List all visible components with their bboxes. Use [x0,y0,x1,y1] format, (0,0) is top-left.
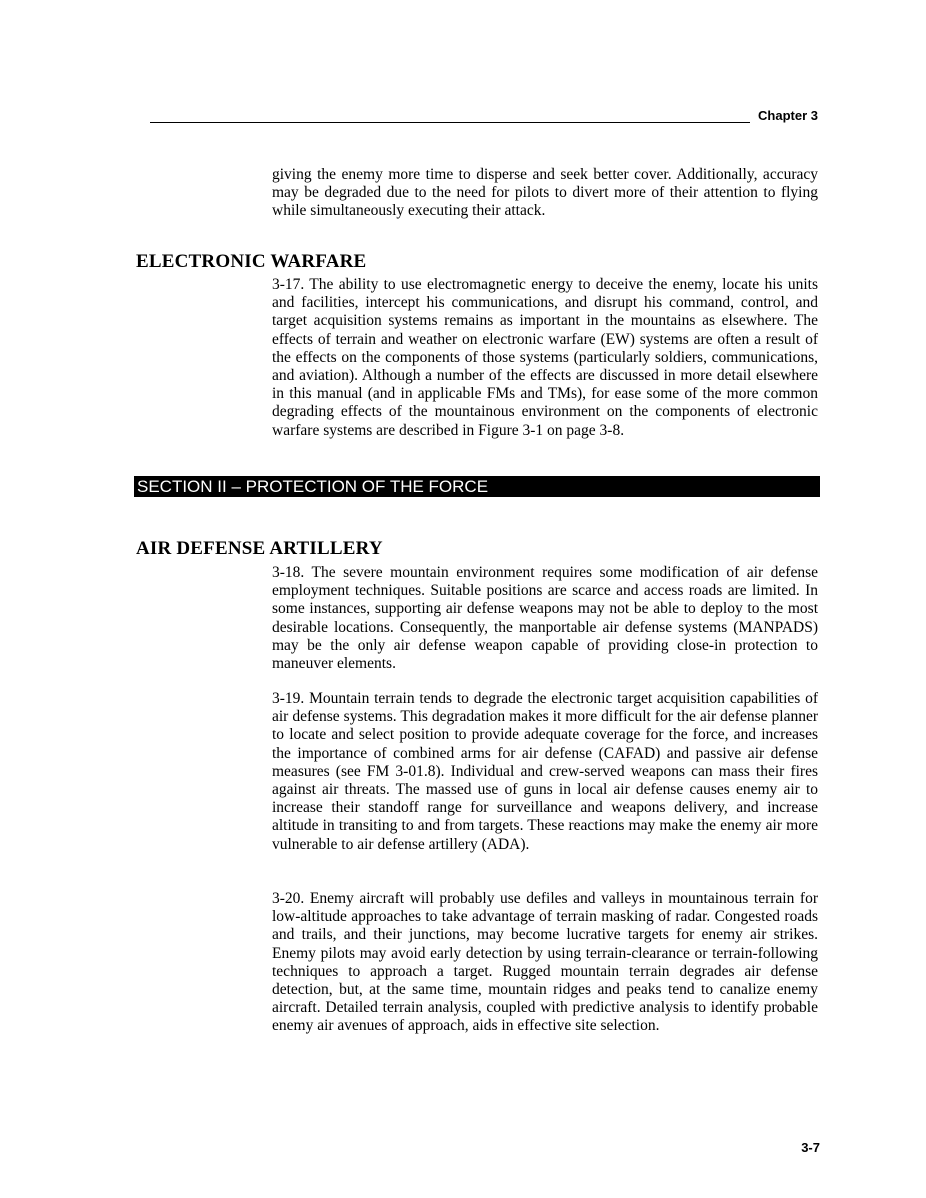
paragraph-3-18: 3-18. The severe mountain environment requires some modification of air defense employment techniques. Suitable positions are scarce and access roads are limited. In some instances, supporting air defense weapons may not be able to deploy to the most desirable locations. Consequently, the manportable air defense systems (MANPADS) may be the only air defense weapon capable of providing close-in protection to maneuver elements. [272,564,818,673]
header-rule [150,122,750,123]
intro-paragraph: giving the enemy more time to disperse and seek better cover. Additionally, accuracy may be degraded due to the need for pilots to divert more of their attention to flying while simultaneously executing their attack. [272,166,818,220]
heading-electronic-warfare: ELECTRONIC WARFARE [136,251,367,272]
heading-air-defense-artillery: AIR DEFENSE ARTILLERY [136,538,383,559]
paragraph-3-20: 3-20. Enemy aircraft will probably use defiles and valleys in mountainous terrain for low-altitude approaches to take advantage of terrain masking of radar. Congested roads and trails, and their junctions, may become lucrative targets for enemy air strikes. Enemy pilots may avoid early detection by using terrain-clearance or terrain-following techniques to approach a target. Rugged mountain terrain degrades air defense detection, but, at the same time, mountain ridges and peaks tend to canalize enemy aircraft. Detailed terrain analysis, coupled with predictive analysis to identify probable enemy air avenues of approach, aids in effective site selection. [272,890,818,1035]
chapter-label: Chapter 3 [758,108,818,123]
paragraph-3-19: 3-19. Mountain terrain tends to degrade the electronic target acquisition capabilities of air defense systems. This degradation makes it more difficult for the air defense planner to locate and select position to provide adequate coverage for the force, and increases the importance of combined arms for air defense (CAFAD) and passive air defense measures (see FM 3-01.8). Individual and crew-served weapons can mass their fires against air threats. The massed use of guns in local air defense causes enemy air to increase their standoff range for surveillance and weapons delivery, and increase altitude in transiting to and from targets. These reactions may make the enemy air more vulnerable to air defense artillery (ADA). [272,690,818,853]
page-number: 3-7 [801,1140,820,1155]
paragraph-3-17: 3-17. The ability to use electromagnetic energy to deceive the enemy, locate his units and facilities, intercept his communications, and disrupt his command, control, and target acquisition systems remains as important in the mountains as elsewhere. The effects of terrain and weather on electronic warfare (EW) systems are often a result of the effects on the components of those systems (particularly soldiers, communications, and aviation). Although a number of the effects are discussed in more detail elsewhere in this manual (and in applicable FMs and TMs), for ease some of the more common degrading effects of the mountainous environment on the components of electronic warfare systems are described in Figure 3-1 on page 3-8. [272,276,818,439]
running-header [150,104,820,126]
section-title-bar: SECTION II – PROTECTION OF THE FORCE [134,476,820,497]
